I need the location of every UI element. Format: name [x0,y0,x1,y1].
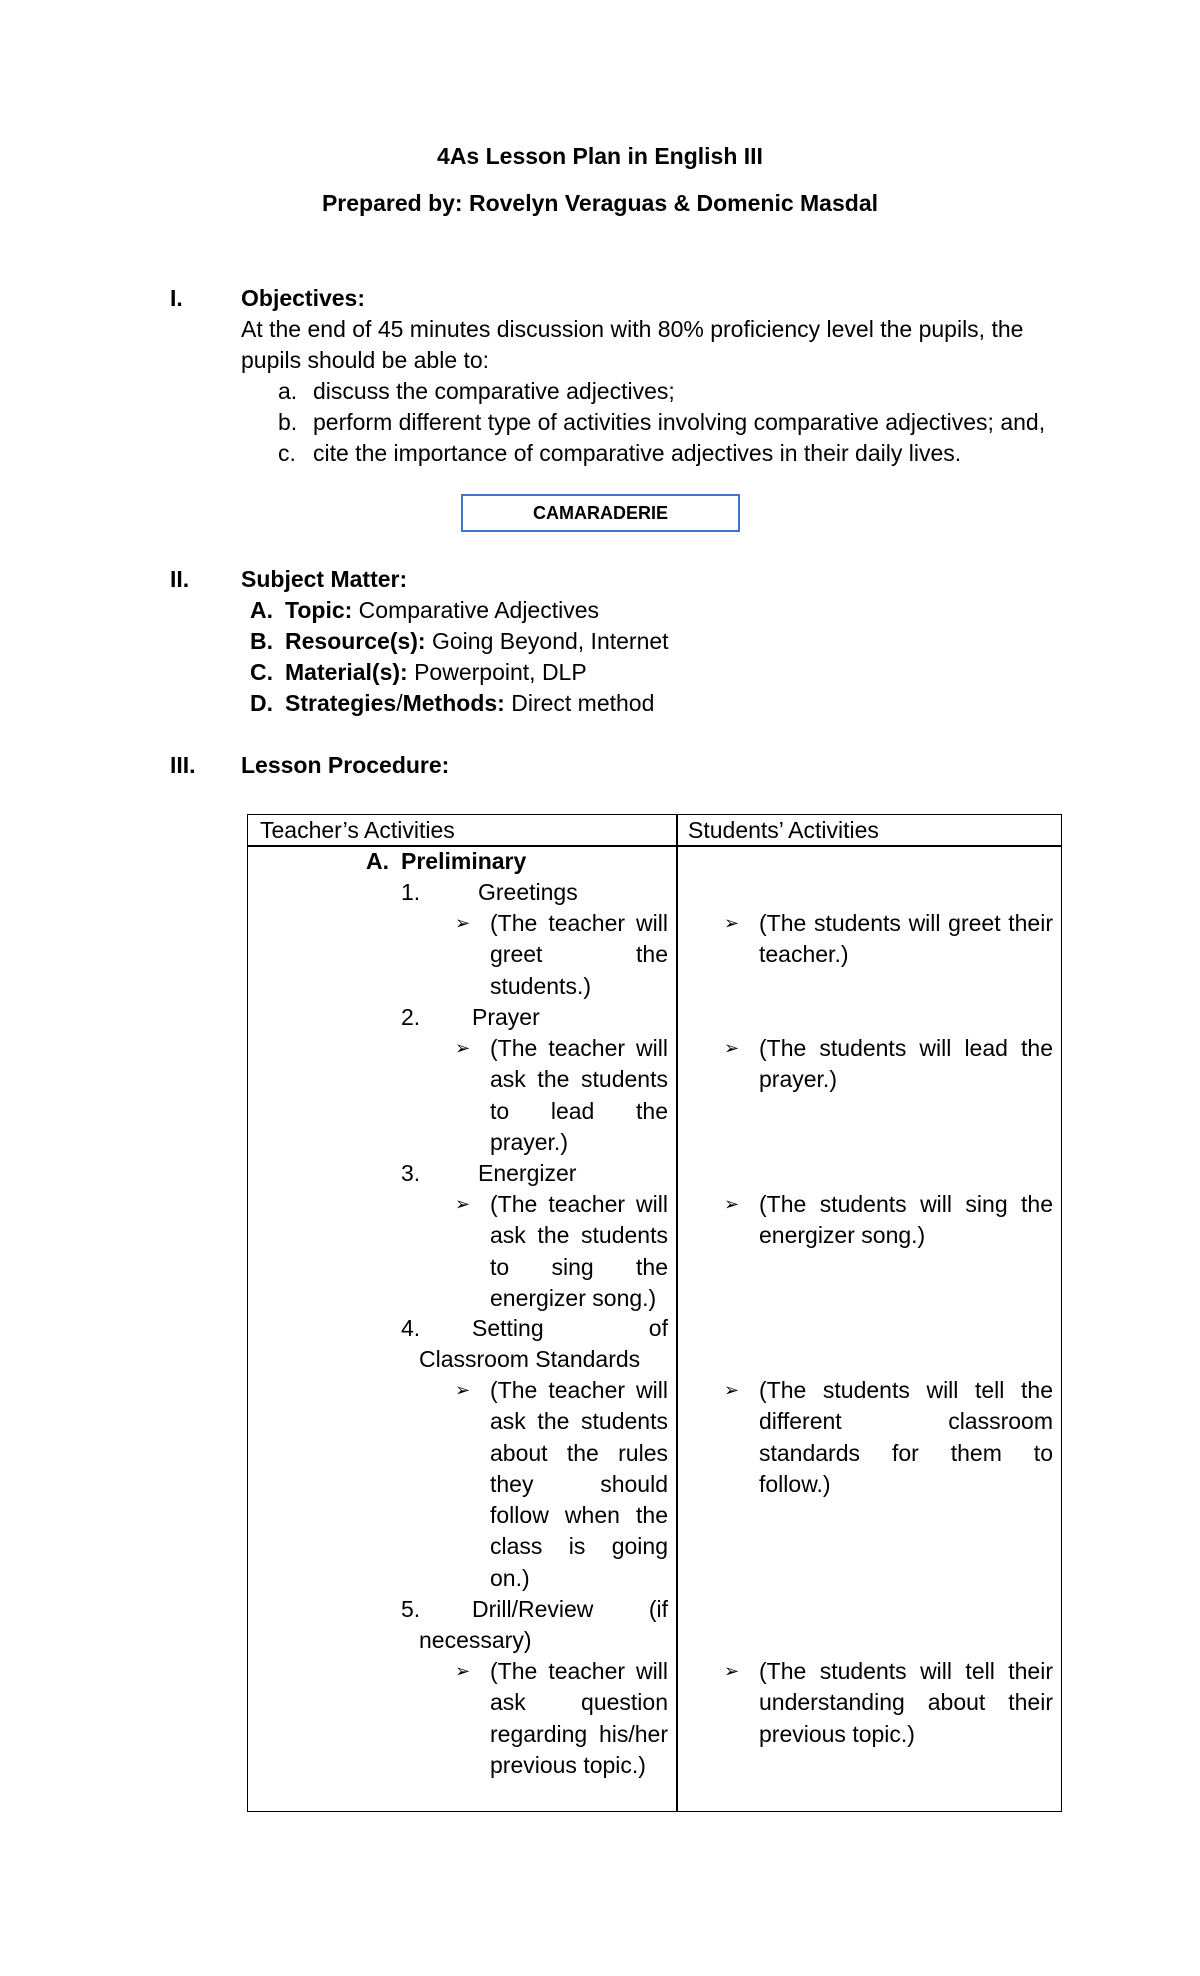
bullet-arrow-icon: ➢ [724,913,740,933]
bullet-arrow-icon: ➢ [455,913,471,933]
subject-item-resources [285,626,669,657]
student-activity: (The students will lead the prayer.) [759,1035,1053,1093]
subject-numeral: II. [170,566,190,592]
procedure-numeral: III. [170,752,196,778]
table-column-divider [676,814,678,1812]
objective-item: discuss the comparative adjectives; [313,378,675,404]
objective-marker: b. [278,409,298,435]
subject-marker: C. [250,659,273,685]
bullet-arrow-icon: ➢ [724,1380,740,1400]
students-activities-header: Students’ Activities [688,817,879,843]
step-number: 4. [401,1315,421,1341]
subject-label-2: Methods: [402,690,505,716]
step-title: Greetings [478,879,578,905]
step-number: 2. [401,1004,421,1030]
objectives-intro-line1: At the end of 45 minutes discussion with 80% proficiency level the pupils, the [241,316,1024,342]
step-number: 1. [401,879,421,905]
bullet-arrow-icon: ➢ [724,1194,740,1214]
step-number: 5. [401,1596,421,1622]
bullet-arrow-icon: ➢ [455,1038,471,1058]
subject-item-strategies [285,688,654,719]
subject-heading: Subject Matter: [241,566,408,592]
objectives-intro-line2: pupils should be able to: [241,347,490,373]
teacher-activity: (The teacher will ask the students to sing the energizer song.) [490,1191,668,1311]
student-activity: (The students will sing the energizer song.) [759,1191,1053,1249]
subject-marker: D. [250,690,273,716]
teacher-activity: (The teacher will ask the students about the rules they should follow when the class is going on.) [490,1377,668,1591]
section-title: Preliminary [401,848,527,874]
step-title-continued: Classroom Standards [419,1346,641,1372]
subject-label: Resource(s): [285,628,426,654]
subject-item-materials [285,657,587,688]
subject-value: Going Beyond, Internet [425,628,669,654]
objective-marker: c. [278,440,296,466]
subject-separator: / [396,690,403,716]
subject-value: Direct method [504,690,655,716]
objectives-heading: Objectives: [241,285,365,311]
bullet-arrow-icon: ➢ [455,1194,471,1214]
document-title: 4As Lesson Plan in English III [437,143,763,169]
bullet-arrow-icon: ➢ [724,1661,740,1681]
teacher-activity: (The teacher will greet the students.) [490,910,668,999]
teacher-activity: (The teacher will ask question regarding his/her previous topic.) [490,1658,668,1778]
subject-marker: B. [250,628,273,654]
teacher-activities-header: Teacher’s Activities [260,817,455,843]
teacher-activity: (The teacher will ask the students to lead the prayer.) [490,1035,668,1155]
step-number: 3. [401,1160,421,1186]
objective-marker: a. [278,378,298,404]
subject-marker: A. [250,597,273,623]
objective-item: cite the importance of comparative adjectives in their daily lives. [313,440,962,466]
subject-value: Powerpoint, DLP [407,659,587,685]
prepared-by: Prepared by: Rovelyn Veraguas & Domenic Masdal [321,190,879,216]
subject-label: Topic: [285,597,353,623]
objective-item: perform different type of activities involving comparative adjectives; and, [313,409,1046,435]
student-activity: (The students will tell the different classroom standards for them to follow.) [759,1377,1053,1497]
objectives-numeral: I. [170,285,183,311]
section-marker: A. [366,848,389,874]
student-activity: (The students will greet their teacher.) [759,910,1053,968]
subject-value: Comparative Adjectives [352,597,600,623]
bullet-arrow-icon: ➢ [455,1661,471,1681]
step-title-continued: necessary) [419,1627,532,1653]
step-title: Prayer [472,1004,540,1030]
subject-label: Strategies [285,690,397,716]
step-title: Energizer [478,1160,577,1186]
procedure-heading: Lesson Procedure: [241,752,450,778]
step-title: Setting of [472,1315,668,1341]
student-activity: (The students will tell their understanding about their previous topic.) [759,1658,1053,1747]
subject-label: Material(s): [285,659,408,685]
subject-item-topic [285,595,599,626]
value-box: CAMARADERIE [461,494,740,532]
bullet-arrow-icon: ➢ [724,1038,740,1058]
step-title: Drill/Review (if [472,1596,668,1622]
bullet-arrow-icon: ➢ [455,1380,471,1400]
